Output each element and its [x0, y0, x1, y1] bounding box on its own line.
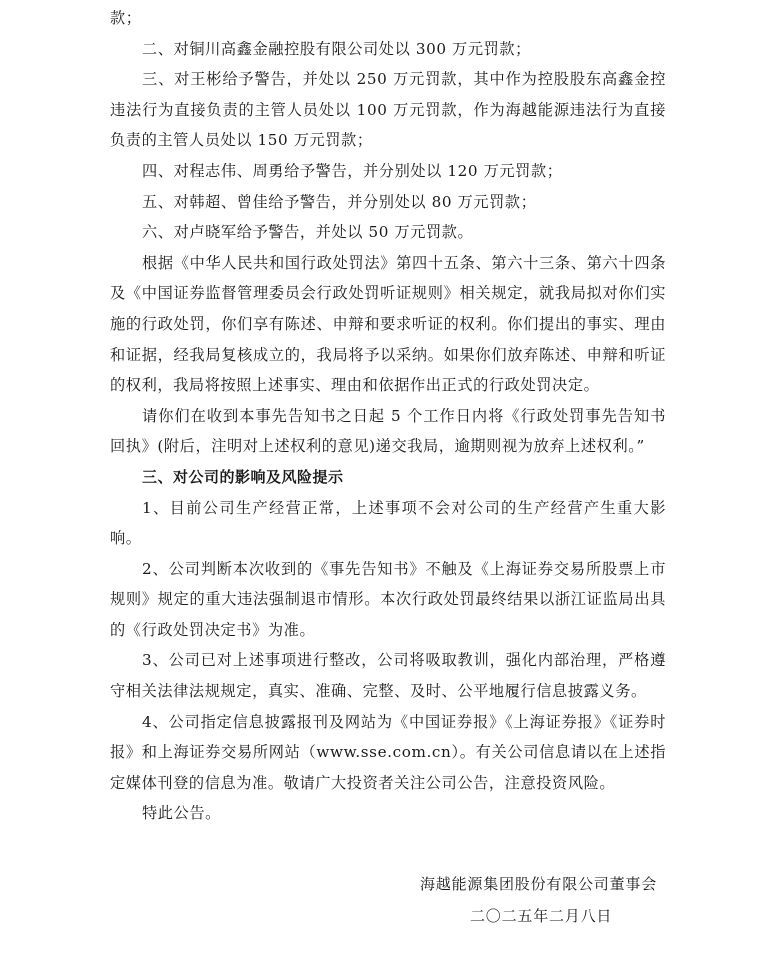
- document-body: [110, 3, 666, 829]
- impact-item-2: 2、公司判断本次收到的《事先告知书》不触及《上海证券交易所股票上市规则》规定的重大违法强制退市情形。本次行政处罚最终结果以浙江证监局出具的《行政处罚决定书》为准。: [110, 559, 666, 639]
- receipt-instruction-paragraph: 请你们在收到本事先告知书之日起 5 个工作日内将《行政处罚事先告知书回执》(附后，注明对上述权利的意见)递交我局，逾期则视为放弃上述权利。”: [110, 406, 666, 456]
- penalty-item-4: 四、对程志伟、周勇给予警告，并分别处以 120 万元罚款；: [142, 161, 563, 180]
- section-heading-impact: 三、对公司的影响及风险提示: [142, 467, 344, 486]
- penalty-item-6: 六、对卢晓军给予警告，并处以 50 万元罚款。: [142, 223, 474, 242]
- signature-date: 二〇二五年二月八日: [470, 907, 613, 925]
- impact-item-3: 3、公司已对上述事项进行整改，公司将吸取教训，强化内部治理，严格遵守相关法律法规规定，真实、准确、完整、及时、公平地履行信息披露义务。: [110, 651, 666, 701]
- penalty-item-3: 三、对王彬给予警告，并处以 250 万元罚款，其中作为控股股东高鑫金控违法行为直接负责的主管人员处以 100 万元罚款，作为海越能源违法行为直接负责的主管人员处以 150 万元罚款；: [110, 70, 666, 150]
- impact-item-4: 4、公司指定信息披露报刊及网站为《中国证券报》《上海证券报》《证券时报》和上海证券交易所网站（www.sse.com.cn）。有关公司信息请以在上述指定媒体刊登的信息为准。敬请广大投资者关注公司公告，注意投资风险。: [110, 712, 666, 792]
- impact-item-1: 1、目前公司生产经营正常，上述事项不会对公司的生产经营产生重大影响。: [110, 498, 666, 548]
- penalty-item-2: 二、对铜川高鑫金融控股有限公司处以 300 万元罚款；: [142, 39, 531, 58]
- closing-statement: 特此公告。: [142, 804, 221, 823]
- paragraph-continuation: 款；: [110, 9, 142, 27]
- signature-organization: 海越能源集团股份有限公司董事会: [420, 875, 658, 893]
- legal-basis-paragraph: 根据《中华人民共和国行政处罚法》第四十五条、第六十三条、第六十四条及《中国证券监督管理委员会行政处罚听证规则》相关规定，就我局拟对你们实施的行政处罚，你们享有陈述、申辩和要求听证的权利。你们提出的事实、理由和证据，经我局复核成立的，我局将予以采纳。如果你们放弃陈述、申辩和听证的权利，我局将按照上述事实、理由和依据作出正式的行政处罚决定。: [110, 253, 666, 395]
- penalty-item-5: 五、对韩超、曾佳给予警告，并分别处以 80 万元罚款；: [142, 192, 537, 211]
- signature-block: [420, 868, 680, 932]
